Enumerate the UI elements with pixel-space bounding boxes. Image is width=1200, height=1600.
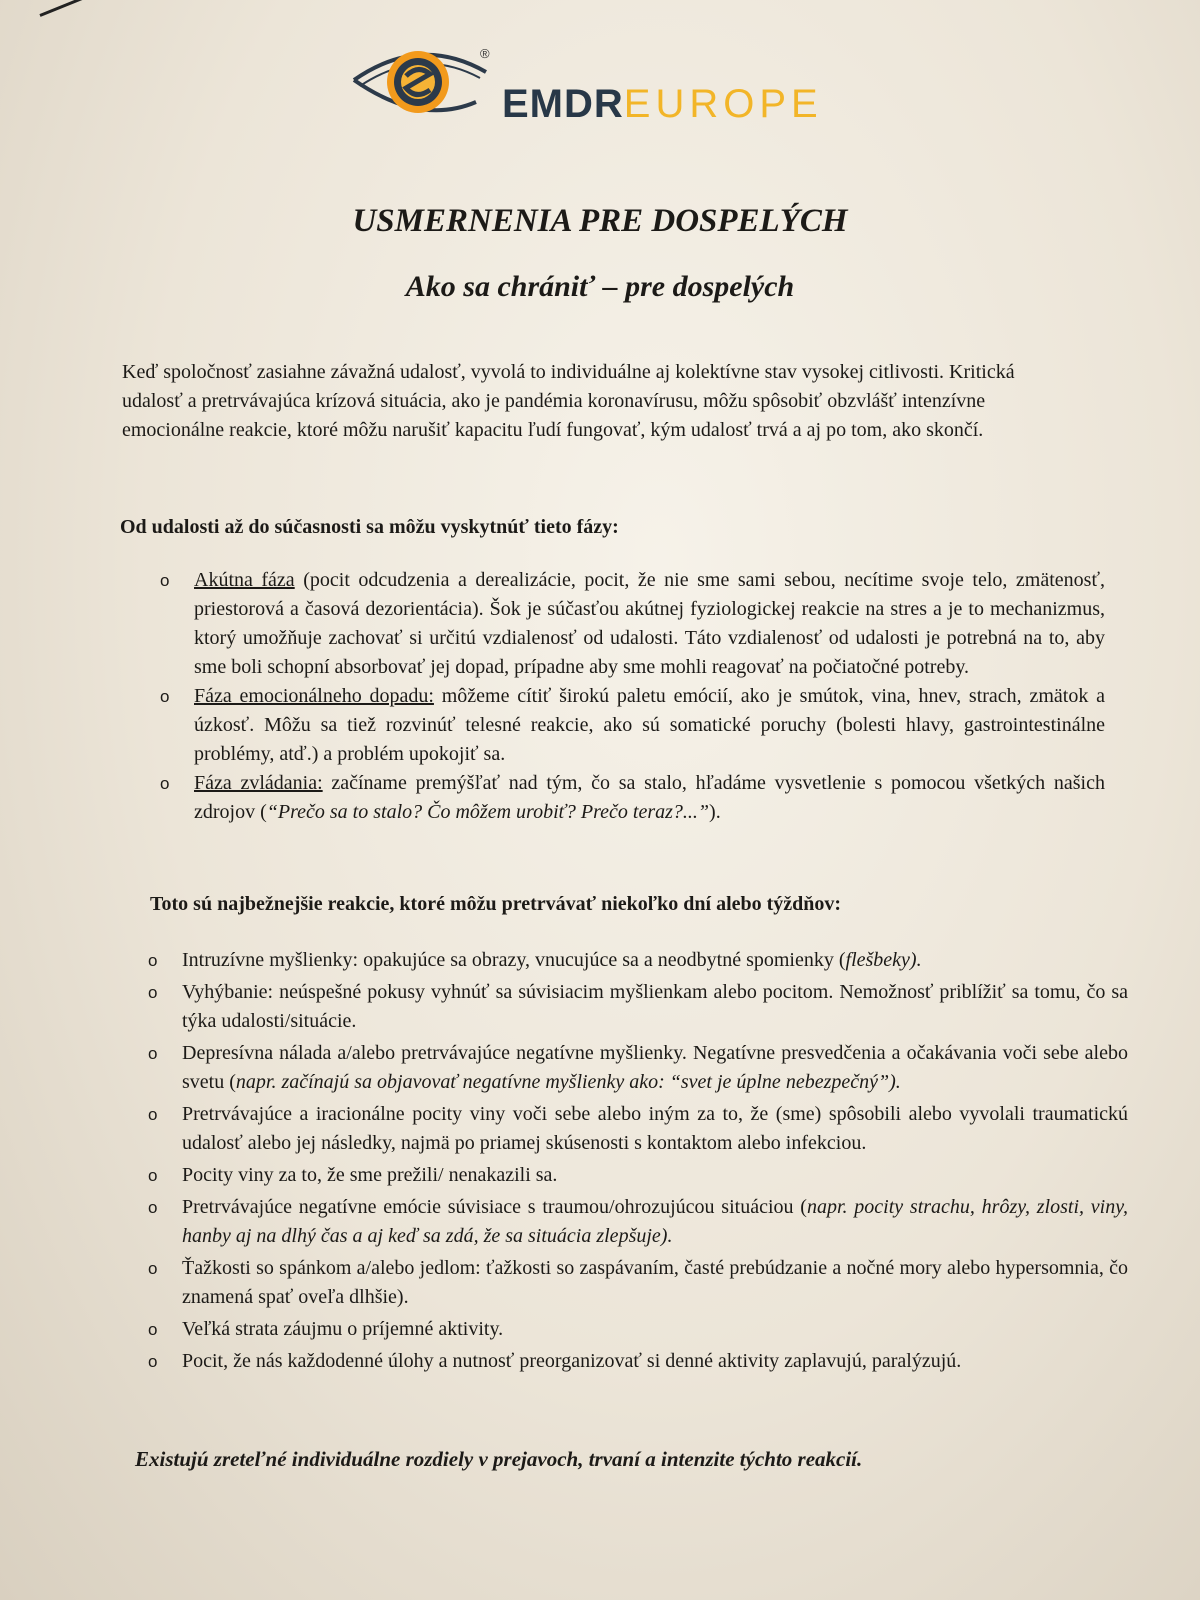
list-item [160,769,1105,827]
bullet: o [148,983,158,1002]
document-title: USMERNENIA PRE DOSPELÝCH [352,203,848,239]
phase-text: začíname premýšľať nad tým, čo sa stalo, hľadáme vysvetlenie s pomocou všetkých našich zdrojov ( [194,772,1105,823]
list-item [148,1254,1128,1312]
reaction-text: Vyhýbanie: neúspešné pokusy vyhnúť sa súvisiacim myšlienkam alebo pocitom. Nemožnosť priblížiť sa tomu, čo sa týka udalosti/situácie. [182,981,1128,1032]
reaction-text: Intruzívne myšlienky: opakujúce sa obrazy, vnucujúce sa a neodbytné spomienky ( [182,949,846,971]
list-item [148,1161,1128,1190]
phase-text: môžeme cítiť širokú paletu emócií, ako je smútok, vina, hnev, strach, zmätok a úzkosť. Môžu sa tiež rozvinúť telesné reakcie, ako sú somatické poruchy (bolesti hlavy, gastrointestinálne problémy, atď.) a problém upokojiť sa. [194,685,1105,765]
phase-term: Fáza emocionálneho dopadu: [194,685,434,707]
bullet: o [160,571,170,590]
list-item [160,566,1105,682]
logo-wordmark [502,82,823,127]
reactions-list [148,946,1128,1379]
phase-text: (pocit odcudzenia a derealizácie, pocit, že nie sme sami sebou, necítime svoje telo, zmätenosť, priestorová a časová dezorientácia). Šok je súčasťou akútnej fyziologickej reakcie na stres a je to mechanizmus, ktorý umožňuje zachovať si určitú vzdialenosť od udalosti. Táto vzdialenosť od udalosti je potrebná na to, aby sme boli schopní absorbovať jej dopad, prípadne aby sme mohli reagovať na počiatočné potreby. [194,569,1106,678]
reaction-text: Pretrvávajúce a iracionálne pocity viny voči sebe alebo iným za to, že (sme) spôsobili alebo vyvolali traumatickú udalosť alebo jej následky, najmä po priamej skúsenosti s kontaktom alebo infekciou. [182,1103,1128,1154]
list-item [148,1100,1128,1158]
logo-emdr-text: EMDR [502,82,624,126]
document-subtitle: Ako sa chrániť – pre dospelých [405,270,795,303]
list-item [148,1315,1128,1344]
logo-europe-text: EUROPE [623,82,823,126]
phase-term: Akútna fáza [194,569,295,591]
list-item [160,682,1105,769]
closing-statement: Existujú zreteľné individuálne rozdiely v prejavoch, trvaní a intenzite týchto reakcií. [135,1447,863,1471]
bullet: o [148,1044,158,1063]
pen-mark [39,0,114,17]
emdr-europe-logo [350,42,870,132]
reaction-text: Veľká strata záujmu o príjemné aktivity. [182,1318,504,1340]
bullet: o [160,774,170,793]
intro-paragraph: Keď spoločnosť zasiahne závažná udalosť, vyvolá to individuálne aj kolektívne stav vysokej citlivosti. Kritická udalosť a pretrvávajúca krízová situácia, ako je pandémia koronavírusu, môžu spôsobiť obzvlášť intenzívne emocionálne reakcie, ktoré môžu narušiť kapacitu ľudí fungovať, kým udalosť trvá a aj po tom, ako skončí. [122,361,1015,441]
bullet: o [148,1198,158,1217]
bullet: o [148,1259,158,1278]
registered-mark: ® [480,46,490,61]
phase-term: Fáza zvládania: [194,772,323,794]
reactions-heading: Toto sú najbežnejšie reakcie, ktoré môžu pretrvávať niekoľko dní alebo týždňov: [150,893,842,915]
phases-heading: Od udalosti až do súčasnosti sa môžu vyskytnúť tieto fázy: [120,516,619,538]
reaction-text: Pocity viny za to, že sme prežili/ nenakazili sa. [182,1164,558,1186]
bullet: o [148,1320,158,1339]
list-item [148,946,1128,975]
phase-italic: “Prečo sa to stalo? Čo môžem urobiť? Prečo teraz?...” [266,801,710,823]
bullet: o [160,687,170,706]
emdr-eye-logo-icon [350,42,490,132]
bullet: o [148,951,158,970]
reaction-italic: flešbeky). [845,949,922,971]
list-item [148,1347,1128,1376]
bullet: o [148,1166,158,1185]
reaction-italic: napr. pocity strachu, hrôzy, zlosti, viny, hanby aj na dlhý čas a aj keď sa zdá, že sa situácia zlepšuje). [182,1196,1128,1247]
list-item [148,978,1128,1036]
list-item [148,1039,1128,1097]
reaction-italic: napr. začínajú sa objavovať negatívne myšlienky ako: “svet je úplne nebezpečný”). [235,1071,901,1093]
phase-tail: ). [709,801,721,823]
reaction-text: Depresívna nálada a/alebo pretrvávajúce negatívne myšlienky. Negatívne presvedčenia a očakávania voči sebe alebo svetu ( [182,1042,1128,1093]
phases-list [160,566,1105,827]
list-item [148,1193,1128,1251]
reaction-text: Pocit, že nás každodenné úlohy a nutnosť preorganizovať si denné aktivity zaplavujú, paralýzujú. [182,1350,962,1372]
bullet: o [148,1105,158,1124]
reaction-text: Ťažkosti so spánkom a/alebo jedlom: ťažkosti so zaspávaním, časté prebúdzanie a nočné mory alebo hypersomnia, čo znamená spať oveľa dlhšie). [182,1257,1128,1308]
reaction-text: Pretrvávajúce negatívne emócie súvisiace s traumou/ohrozujúcou situáciou ( [182,1196,807,1218]
bullet: o [148,1352,158,1371]
